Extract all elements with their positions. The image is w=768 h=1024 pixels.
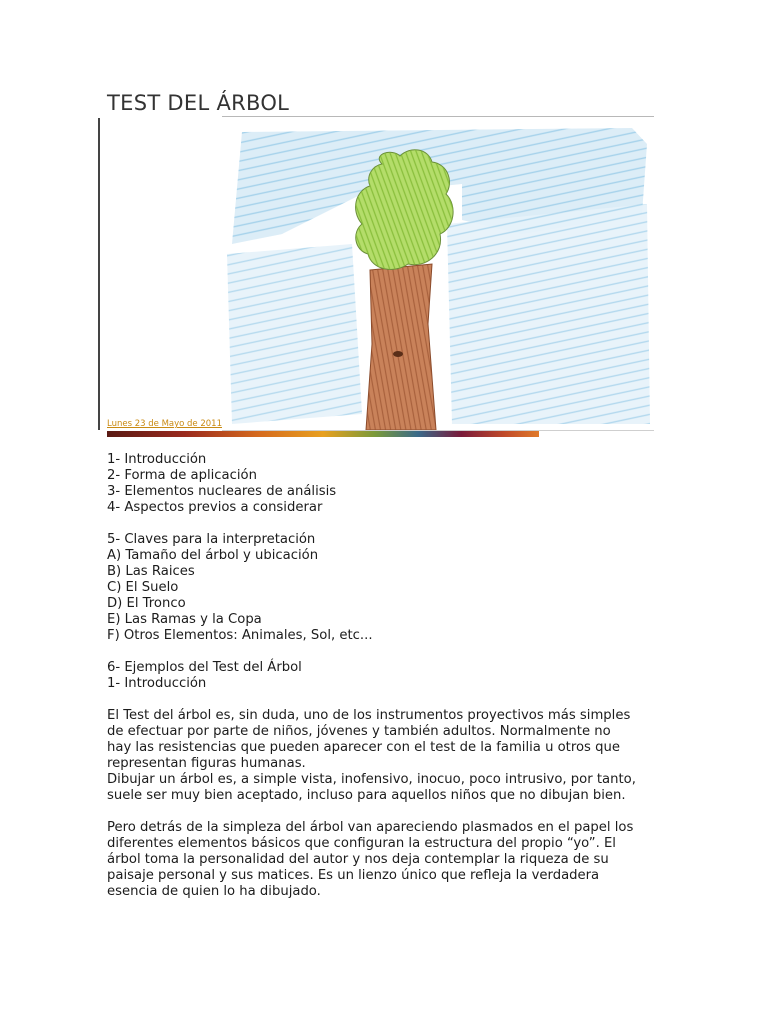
trunk-knot <box>393 351 403 357</box>
toc-item: 3- Elementos nucleares de análisis <box>107 484 337 499</box>
toc-group-1 <box>107 452 667 516</box>
section-heading: 1- Introducción <box>107 676 207 691</box>
paragraph-line: paisaje personal y sus matices. Es un lienzo único que refleja la verdadera <box>107 868 600 883</box>
tree-drawing-image <box>222 124 654 431</box>
toc-item: 2- Forma de aplicación <box>107 468 257 483</box>
decorative-color-bar <box>107 431 539 437</box>
page-title: TEST DEL ÁRBOL <box>107 91 290 115</box>
title-underline <box>222 116 654 117</box>
toc-group-3 <box>107 660 667 692</box>
toc-item: F) Otros Elementos: Animales, Sol, etc... <box>107 628 373 643</box>
toc-item: A) Tamaño del árbol y ubicación <box>107 548 319 563</box>
paragraph-line: representan figuras humanas. <box>107 756 306 771</box>
left-vertical-rule <box>98 118 100 430</box>
body-paragraph-1 <box>107 708 667 804</box>
paragraph-line: hay las resistencias que pueden aparecer con el test de la familia u otros que <box>107 740 620 755</box>
article-content <box>107 452 667 916</box>
toc-item: 1- Introducción <box>107 452 207 467</box>
toc-item: D) El Tronco <box>107 596 186 611</box>
toc-item: 6- Ejemplos del Test del Árbol <box>107 660 302 675</box>
sky-lower-right-strokes <box>447 204 650 424</box>
paragraph-line: Pero detrás de la simpleza del árbol van apareciendo plasmados en el papel los <box>107 820 634 835</box>
tree-drawing-svg <box>222 124 654 430</box>
toc-item: 4- Aspectos previos a considerar <box>107 500 323 515</box>
tree-trunk-strokes <box>366 264 436 430</box>
paragraph-line: diferentes elementos básicos que configuran la estructura del propio “yo”. El <box>107 836 616 851</box>
toc-item: 5- Claves para la interpretación <box>107 532 316 547</box>
toc-group-2 <box>107 532 667 644</box>
paragraph-line: El Test del árbol es, sin duda, uno de los instrumentos proyectivos más simples <box>107 708 631 723</box>
paragraph-line: Dibujar un árbol es, a simple vista, inofensivo, inocuo, poco intrusivo, por tanto, <box>107 772 636 787</box>
sky-lower-left-strokes <box>227 244 362 424</box>
post-date[interactable]: Lunes 23 de Mayo de 2011 <box>107 419 222 429</box>
body-paragraph-2 <box>107 820 667 900</box>
toc-item: E) Las Ramas y la Copa <box>107 612 262 627</box>
paragraph-line: de efectuar por parte de niños, jóvenes y también adultos. Normalmente no <box>107 724 611 739</box>
toc-item: C) El Suelo <box>107 580 179 595</box>
paragraph-line: esencia de quien lo ha dibujado. <box>107 884 321 899</box>
paragraph-line: árbol toma la personalidad del autor y nos deja contemplar la riqueza de su <box>107 852 609 867</box>
paragraph-line: suele ser muy bien aceptado, incluso para aquellos niños que no dibujan bien. <box>107 788 626 803</box>
toc-item: B) Las Raices <box>107 564 195 579</box>
